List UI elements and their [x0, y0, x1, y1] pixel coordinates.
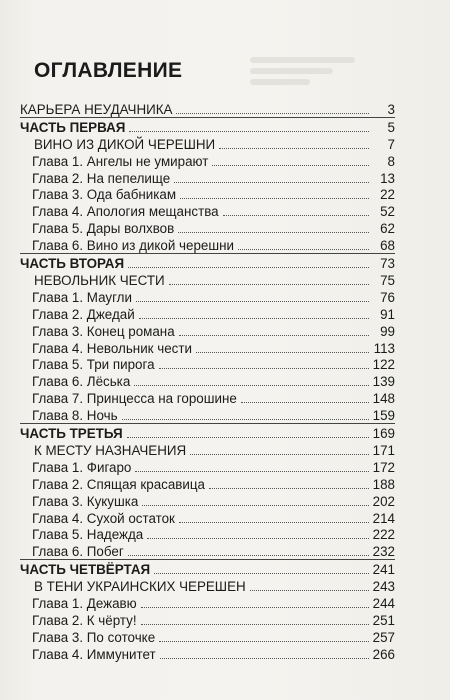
toc-chapter-entry	[20, 458, 395, 475]
toc-entry-page-number: 241	[372, 562, 395, 578]
toc-entry-page-number: 244	[372, 596, 395, 612]
toc-entry-label: ЧАСТЬ ВТОРАЯ	[20, 256, 125, 272]
toc-part-entry	[20, 423, 395, 441]
dot-leader	[160, 658, 369, 659]
toc-entry-page-number: 202	[372, 493, 395, 509]
toc-entry-label: К МЕСТУ НАЗНАЧЕНИЯ	[34, 443, 187, 459]
toc-entry-page-number: 3	[387, 101, 395, 117]
dot-leader	[196, 352, 369, 353]
toc-entry-label: Глава 6. Вино из дикой черешни	[32, 238, 234, 254]
toc-entry-page-number: 62	[380, 221, 395, 237]
toc-entry-page-number: 91	[380, 306, 395, 322]
toc-entry-page-number: 148	[372, 391, 395, 407]
toc-entry-label: Глава 4. Невольник чести	[32, 340, 192, 356]
toc-entry-page-number: 99	[380, 323, 395, 339]
toc-chapter-entry	[20, 202, 395, 219]
toc-entry-page-number: 257	[372, 629, 395, 645]
toc-entry-label: Глава 6. Лёська	[32, 374, 131, 390]
dot-leader	[219, 148, 369, 149]
toc-entry-page-number: 8	[387, 153, 395, 169]
toc-entry-label: Глава 5. Надежда	[32, 527, 144, 543]
dot-leader	[174, 182, 369, 183]
toc-entry-page-number: 214	[372, 510, 395, 526]
toc-chapter-entry	[20, 169, 395, 186]
toc-entry-label: Глава 1. Дежавю	[32, 596, 137, 612]
toc-entry-label: ВИНО ИЗ ДИКОЙ ЧЕРЕШНИ	[34, 136, 216, 152]
toc-entry-page-number: 68	[380, 238, 395, 254]
dot-leader	[136, 301, 369, 302]
toc-entry-page-number: 122	[372, 357, 395, 373]
dot-leader	[212, 165, 369, 166]
toc-part-subtitle-entry	[20, 135, 395, 152]
table-of-contents	[20, 100, 395, 662]
toc-entry-label: Глава 6. Побег	[32, 544, 124, 560]
toc-entry-page-number: 22	[380, 187, 395, 203]
toc-chapter-entry	[20, 509, 395, 526]
toc-chapter-entry	[20, 219, 395, 236]
dot-leader	[238, 249, 369, 250]
dot-leader	[178, 232, 369, 233]
toc-chapter-entry	[20, 152, 395, 169]
toc-entry-label: Глава 3. Конец романа	[32, 323, 175, 339]
toc-entry-label: Глава 4. Сухой остаток	[32, 510, 175, 526]
toc-entry-page-number: 222	[372, 527, 395, 543]
toc-chapter-entry	[20, 475, 395, 492]
toc-entry-page-number: 52	[380, 204, 395, 220]
toc-chapter-entry	[20, 339, 395, 356]
toc-entry-label: Глава 5. Дары волхвов	[32, 221, 175, 237]
toc-chapter-entry	[20, 305, 395, 322]
show-through-text	[250, 52, 400, 96]
toc-chapter-entry	[20, 628, 395, 645]
dot-leader	[129, 131, 369, 132]
toc-part-entry	[20, 117, 395, 135]
toc-chapter-entry	[20, 406, 395, 423]
toc-entry-label: НЕВОЛЬНИК ЧЕСТИ	[34, 273, 165, 289]
toc-entry-label: Глава 4. Апология мещанства	[32, 204, 219, 220]
dot-leader	[128, 267, 369, 268]
dot-leader	[141, 607, 369, 608]
dot-leader	[223, 215, 369, 216]
toc-chapter-entry	[20, 186, 395, 203]
toc-entry-label: Глава 3. По соточке	[32, 629, 156, 645]
toc-entry-label: Глава 3. Ода бабникам	[32, 187, 177, 203]
toc-entry-label: Глава 8. Ночь	[32, 408, 118, 424]
page-title: ОГЛАВЛЕНИЕ	[34, 59, 183, 82]
toc-entry-page-number: 75	[380, 273, 395, 289]
dot-leader	[241, 402, 369, 403]
toc-prologue-entry	[20, 100, 395, 117]
dot-leader	[122, 419, 369, 420]
toc-entry-label: В ТЕНИ УКРАИНСКИХ ЧЕРЕШЕН	[34, 579, 246, 595]
toc-entry-label: Глава 2. Джедай	[32, 306, 135, 322]
toc-entry-page-number: 266	[372, 646, 395, 662]
dot-leader	[141, 624, 369, 625]
toc-part-subtitle-entry	[20, 271, 395, 288]
toc-entry-label: Глава 2. На пепелище	[32, 170, 171, 186]
toc-chapter-entry	[20, 492, 395, 509]
dot-leader	[135, 471, 368, 472]
toc-part-entry	[20, 253, 395, 271]
dot-leader	[250, 590, 369, 591]
toc-chapter-entry	[20, 288, 395, 305]
toc-entry-page-number: 232	[372, 544, 395, 560]
toc-entry-label: КАРЬЕРА НЕУДАЧНИКА	[20, 101, 173, 117]
toc-entry-page-number: 171	[372, 443, 395, 459]
dot-leader	[176, 113, 369, 114]
toc-entry-page-number: 76	[380, 289, 395, 305]
toc-entry-page-number: 13	[380, 170, 395, 186]
dot-leader	[127, 437, 369, 438]
toc-entry-page-number: 7	[387, 136, 395, 152]
dot-leader	[190, 454, 369, 455]
dot-leader	[159, 641, 369, 642]
dot-leader	[180, 198, 369, 199]
toc-entry-page-number: 113	[373, 340, 395, 356]
toc-part-entry	[20, 559, 395, 577]
toc-chapter-entry	[20, 611, 395, 628]
toc-entry-label: Глава 2. К чёрту!	[32, 613, 137, 629]
dot-leader	[139, 318, 369, 319]
toc-entry-label: Глава 1. Ангелы не умирают	[32, 153, 209, 169]
toc-chapter-entry	[20, 236, 395, 253]
toc-chapter-entry	[20, 645, 395, 662]
dot-leader	[179, 522, 369, 523]
toc-chapter-entry	[20, 356, 395, 373]
toc-entry-label: Глава 4. Иммунитет	[32, 646, 156, 662]
toc-entry-page-number: 172	[372, 459, 395, 475]
toc-chapter-entry	[20, 372, 395, 389]
toc-entry-page-number: 73	[380, 256, 395, 272]
toc-entry-page-number: 5	[387, 119, 395, 135]
toc-entry-page-number: 159	[372, 408, 395, 424]
dot-leader	[209, 488, 369, 489]
dot-leader	[134, 385, 368, 386]
toc-entry-label: Глава 1. Фигаро	[32, 459, 132, 475]
toc-part-subtitle-entry	[20, 441, 395, 458]
dot-leader	[154, 573, 369, 574]
toc-chapter-entry	[20, 389, 395, 406]
toc-entry-label: Глава 1. Маугли	[32, 289, 132, 305]
toc-entry-label: Глава 5. Три пирога	[32, 357, 155, 373]
dot-leader	[128, 555, 369, 556]
toc-entry-page-number: 139	[372, 374, 395, 390]
dot-leader	[142, 505, 368, 506]
dot-leader	[169, 284, 369, 285]
toc-entry-label: Глава 2. Спящая красавица	[32, 476, 205, 492]
toc-entry-label: Глава 3. Кукушка	[32, 493, 139, 509]
toc-entry-label: ЧАСТЬ ЧЕТВЁРТАЯ	[20, 562, 151, 578]
toc-entry-page-number: 251	[372, 613, 395, 629]
toc-entry-label: Глава 7. Принцесса на горошине	[32, 391, 237, 407]
dot-leader	[159, 368, 369, 369]
toc-chapter-entry	[20, 526, 395, 543]
toc-entry-page-number: 243	[372, 579, 395, 595]
dot-leader	[179, 335, 369, 336]
toc-chapter-entry	[20, 594, 395, 611]
dot-leader	[147, 538, 368, 539]
toc-entry-page-number: 188	[372, 476, 395, 492]
toc-part-subtitle-entry	[20, 577, 395, 594]
toc-entry-page-number: 169	[372, 426, 395, 442]
toc-chapter-entry	[20, 322, 395, 339]
toc-chapter-entry	[20, 542, 395, 559]
toc-entry-label: ЧАСТЬ ПЕРВАЯ	[20, 119, 126, 135]
toc-entry-label: ЧАСТЬ ТРЕТЬЯ	[20, 426, 123, 442]
